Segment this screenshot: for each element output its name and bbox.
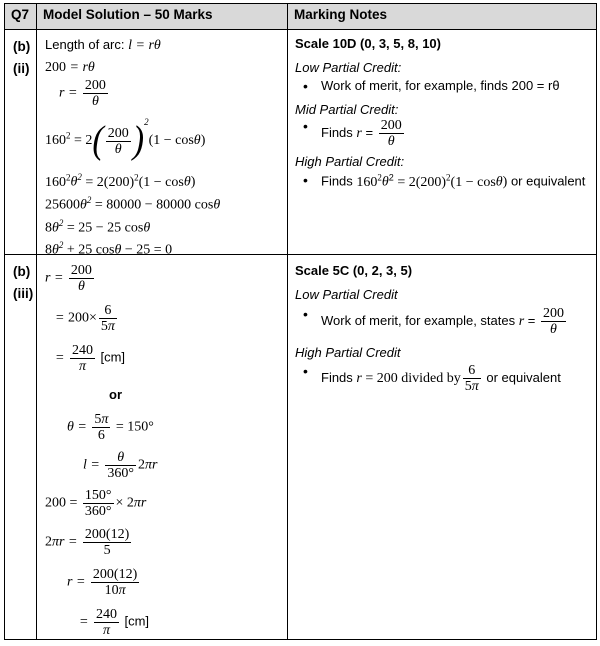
low-partial-credit-text: Work of merit, for example, states: [321, 312, 519, 328]
part-label: (b): [13, 264, 31, 279]
solution-line: $25600\theta^2 = 80000 - 80000$ cosθ: [45, 195, 221, 213]
low-partial-credit-note: • Work of merit, for example, states r = $\frac{200}{\theta}$: [295, 306, 596, 337]
marking-notes-cell: [288, 255, 597, 640]
low-partial-credit-label: Low Partial Credit:: [295, 60, 402, 75]
solution-line: r = $\frac{200}{\theta}$: [59, 78, 106, 109]
question-part-cell: [5, 255, 37, 640]
mid-partial-credit-note: • Finds r = $\frac{200}{\theta}$: [295, 118, 596, 149]
subpart-label: (ii): [13, 61, 30, 76]
model-solution-header: Model Solution – 50 Marks: [37, 4, 288, 30]
high-partial-credit-suffix: or equivalent: [507, 173, 586, 189]
or-separator: [109, 386, 122, 404]
mid-partial-credit-label: Mid Partial Credit:: [295, 102, 399, 117]
solution-line: θ = $\frac{5\pi}{6}$ = 150°: [67, 412, 154, 443]
high-partial-credit-mid: = 200 divided by: [361, 370, 461, 386]
arc-length-formula: l = rθ: [128, 38, 161, 53]
table-header-row: [5, 4, 597, 30]
model-solution-cell: [37, 255, 288, 640]
high-partial-credit-label: High Partial Credit:: [295, 154, 405, 169]
solution-line: $160^2 = 2$( $\frac{200}{\theta}$ )$^2$(1 − cosθ): [45, 116, 206, 162]
low-partial-credit-label: Low Partial Credit: [295, 287, 398, 302]
solution-line: [45, 36, 161, 55]
scale-label: Scale 5C (0, 2, 3, 5): [295, 263, 413, 278]
low-partial-credit-note: [295, 78, 596, 93]
solution-line: $8\theta^2 = 25 - 25$ cosθ: [45, 218, 151, 236]
marking-notes-cell: [288, 30, 597, 255]
subpart-label: (iii): [13, 286, 34, 301]
low-partial-credit-text: Work of merit, for example, finds 200 = rθ: [321, 78, 560, 93]
table-row: [5, 30, 597, 255]
unit-label: [cm]: [100, 349, 126, 365]
part-label: (b): [13, 39, 31, 54]
marking-notes-header: Marking Notes: [288, 4, 597, 30]
solution-line: r = $\frac{200(12)}{10\pi}$: [67, 567, 138, 598]
high-partial-credit-suffix: or equivalent: [482, 369, 561, 385]
model-solution-cell: [37, 30, 288, 258]
marking-scheme-table: [4, 3, 597, 640]
solution-line: 200 = $\frac{150^\circ}{360^\circ}$ × 2πr: [45, 488, 147, 519]
or-label: or: [109, 387, 122, 402]
scale-label: Scale 10D (0, 3, 5, 8, 10): [295, 36, 441, 51]
solution-line: l = $\frac{\theta}{360^\circ}$ 2πr: [83, 450, 158, 481]
high-partial-credit-label: High Partial Credit: [295, 345, 401, 360]
solution-line: $160^2\theta^2 = 2(200)^2(1 - \cos\theta)$: [45, 172, 196, 190]
mid-partial-credit-text: Finds: [321, 124, 357, 140]
high-partial-credit-note: • Finds $160^2\theta^2 = 2(200)^2(1 - \cos\theta)$ or equivalent: [295, 172, 596, 191]
solution-line: $8\theta^2 + 25$ cosθ − 25 = 0: [45, 240, 173, 258]
question-number-header: Q7: [5, 4, 37, 30]
table-row: [5, 255, 597, 640]
solution-line: = 200× $\frac{6}{5\pi}$: [55, 303, 115, 334]
high-partial-credit-note: • Finds r = 200 divided by $\frac{6}{5\pi}$ or equivalent: [295, 363, 596, 394]
solution-line: = $\frac{240}{\pi}$ [cm]: [79, 607, 150, 638]
high-partial-credit-text: Finds: [321, 369, 357, 385]
solution-line: 2πr = $\frac{200(12)}{5}$: [45, 527, 130, 558]
unit-label: [cm]: [124, 613, 150, 629]
solution-line: 200 = rθ: [45, 60, 95, 75]
solution-line: r = $\frac{200}{\theta}$: [45, 263, 92, 294]
question-part-cell: [5, 30, 37, 255]
high-partial-credit-text: Finds: [321, 173, 357, 189]
solution-line: = $\frac{240}{\pi}$ [cm]: [55, 343, 126, 374]
arc-length-label: Length of arc:: [45, 37, 129, 52]
marking-scheme-page: [4, 3, 596, 643]
